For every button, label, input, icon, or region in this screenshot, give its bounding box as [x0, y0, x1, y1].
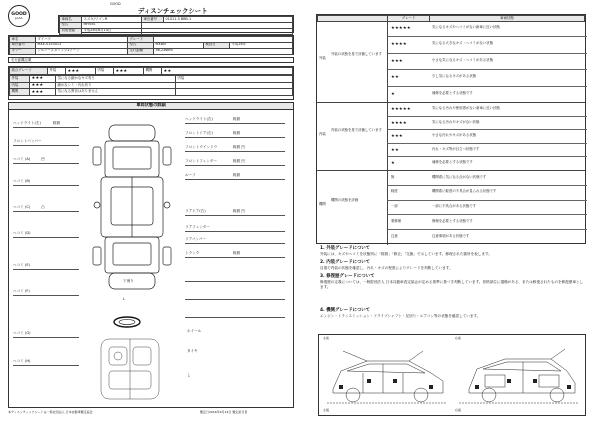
logo-text: GOOD — [11, 11, 27, 17]
section-body: 修復歴の定義については、一般財団法人 日本自動車査定協会が定める基準に基づき判断しています。骨格部位に損傷がある、または修復されたものを修復歴車とします。 — [320, 280, 584, 289]
header-extra-label: 車台番号 — [142, 17, 164, 23]
grade-stars: 軽度 — [391, 189, 398, 194]
part-value: 軽微 凹 — [233, 159, 245, 163]
grade-stars: ★★★★★ — [391, 106, 411, 111]
part-value: 軽微 — [233, 131, 241, 135]
grade-text: 修理を必要とする状態です — [432, 218, 473, 223]
car-rear-view-diagram — [455, 336, 583, 415]
part-value: 軽微 — [53, 121, 61, 125]
part-label: フロントフェンダー — [185, 159, 217, 163]
grade-text: 小さな汚れやキズがある状態 — [432, 133, 477, 138]
notes-row — [8, 57, 294, 63]
grade-row — [387, 201, 587, 216]
grade-text: 汚れ・キズ等が目立つ状態です — [432, 146, 480, 151]
grade-text: 小さな気になるキズ・ヘコミがある状態 — [432, 57, 493, 62]
footer-right-note: 鑑定日2016年6月14日 鑑定担当者 — [200, 410, 248, 414]
grade-row — [387, 230, 587, 245]
grade-stars: 一部 — [391, 204, 398, 209]
grade-stars: ★★★ — [391, 57, 403, 63]
part-value: 軽微 — [233, 251, 241, 255]
part-label: フロントバンパー — [13, 139, 42, 143]
grade-row-label: 機関 — [10, 89, 30, 96]
header-value: 平成28年6月14日 — [82, 28, 142, 34]
grade-text: 補修を必要とする状態です — [432, 90, 473, 95]
grade-row — [387, 186, 587, 201]
grade-stars: ★★ — [391, 74, 399, 80]
grade-row — [387, 157, 587, 171]
grade-stars: ★ — [391, 160, 395, 166]
info-value: MXBN — [154, 42, 204, 48]
info-value: ダイハツ — [36, 37, 128, 43]
info-label: 検査日 — [204, 42, 230, 48]
grade-row-extra: 内装 — [176, 75, 293, 82]
part-label: フロントドア(右) — [185, 131, 213, 135]
grade-stars: ★★★★★ — [391, 25, 411, 30]
grade-row — [387, 117, 587, 131]
grade-text: 少し気になるキズがある状態 — [432, 74, 477, 79]
diagram-label: 左後 — [323, 408, 330, 412]
grade-table — [8, 66, 294, 100]
group-desc: 内装の状態を星で評価しています — [331, 128, 382, 132]
car-interior-diagram — [95, 335, 165, 405]
header-value: スズキ/ワゴンR — [82, 17, 142, 23]
section-title: 4. 機関グレードについて — [320, 308, 371, 313]
table-col-header: 車両状態 — [430, 16, 585, 22]
info-label: 車台番号 — [10, 42, 36, 48]
car-side-view-diagram — [323, 336, 451, 415]
grade-row-label: 外装 — [10, 75, 30, 82]
part-label: リアフェンダー — [185, 225, 210, 229]
grade-row-stars: ★★★ — [30, 89, 56, 96]
info-label: グレード — [128, 37, 154, 43]
l-label: L — [123, 297, 126, 301]
header-label: 型式 — [60, 22, 82, 28]
grade-group-exterior — [317, 21, 585, 103]
wheel-oval-diagram — [112, 315, 142, 329]
diagram-label: 右前 — [455, 336, 462, 340]
section-title: 3. 修復歴グレードについて — [320, 274, 375, 279]
grade-cat: 機関 — [144, 68, 162, 75]
grade-row-extra — [176, 82, 293, 89]
grade-row-text: 細かなシミ・汚れ有り — [56, 82, 176, 89]
part-value: 軽微 — [233, 117, 241, 121]
footer-left-note: 本ディスンチェックシートは一般社団法人 日本自動車鑑定協会 — [8, 410, 93, 414]
shi-label: し — [187, 373, 191, 377]
grade-text: 一部に不具合がある状態です — [432, 204, 477, 209]
grade-stars: ★★ — [162, 68, 293, 75]
part-label: ヘコミ (H) — [13, 359, 31, 363]
tire-label: タイヤ — [187, 349, 198, 353]
part-label: ヘッドライト(右) — [185, 117, 213, 121]
part-label: ヘコミ (E) — [13, 263, 30, 267]
part-value: 軽微 凹 — [233, 209, 245, 213]
section-body: エンジン・トランスミッション・ドライブシャフト・足回り・エアコン等の状態を確認しています。 — [320, 314, 481, 318]
grade-row — [387, 37, 587, 53]
grade-stars: ★ — [391, 90, 395, 96]
left-parts-column — [13, 113, 83, 403]
grade-row — [387, 215, 587, 230]
vehicle-info-table — [8, 35, 294, 55]
grade-row — [387, 103, 587, 117]
grade-row — [387, 171, 587, 186]
grade-text: 気になる大きなキズ・ヘコミがない状態 — [432, 41, 493, 46]
info-label: 走行距離 — [128, 48, 154, 54]
header-label: 初度登録 — [60, 28, 82, 34]
header-kicker: GOOD — [110, 2, 121, 6]
group-desc: 外装の状態を星で評価しています — [331, 52, 382, 56]
part-label: トランク — [185, 251, 200, 255]
grade-stars: ★★★ — [66, 68, 96, 75]
diagram-title: 車両状態の詳細 — [9, 103, 293, 110]
car-top-view-diagram — [87, 117, 177, 317]
part-value: 凹 — [41, 157, 45, 161]
grade-row-extra — [176, 89, 293, 96]
explanation-sections — [320, 246, 584, 330]
grade-stars: ★★★ — [391, 133, 403, 139]
grade-row-stars: ★★★ — [30, 75, 56, 82]
grade-explanation-table — [316, 14, 586, 244]
grade-text: 気になる汚れや使用感がない新車に近い状態 — [432, 106, 500, 110]
header-label: 車両名 — [60, 17, 82, 23]
notes-label: 走行距離記載 — [11, 57, 32, 62]
part-label: リアバンパー — [185, 237, 207, 241]
grade-text: 補修を必要とする状態です — [432, 160, 473, 165]
part-value: 軽微 — [233, 173, 241, 177]
grade-row — [387, 54, 587, 70]
vehicle-detail-section — [8, 102, 294, 408]
part-label: ヘコミ (D) — [13, 231, 31, 235]
underbody-label: 下廻り — [123, 279, 134, 283]
part-label: ヘコミ (G) — [13, 331, 31, 335]
grade-stars: ★★★ — [114, 68, 144, 75]
wheel-label: ホイール — [187, 329, 202, 333]
grade-stars: 注意 — [391, 233, 398, 238]
grade-cat: 外装 — [48, 68, 66, 75]
grade-row — [387, 144, 587, 158]
grade-text: 機関系に軽度の不具合が見られる状態です — [432, 189, 497, 194]
section-title: 1. 外装グレードについて — [320, 246, 371, 251]
part-label: ルーフ — [185, 173, 196, 177]
grade-row-text: 気になる異音はありません — [56, 89, 176, 96]
grade-group-engine — [317, 171, 585, 245]
group-name: 外装 — [319, 56, 326, 60]
grade-row-label: 内装 — [10, 82, 30, 89]
diagram-label: 左前 — [323, 336, 330, 340]
part-label: ヘコミ (F) — [13, 289, 30, 293]
header-table — [58, 15, 294, 33]
part-label: ヘコミ (C) — [13, 205, 31, 209]
grade-row-text: 気になる細かなキズ有り — [56, 75, 176, 82]
part-label: ヘッドライト(左) — [13, 121, 41, 125]
right-parts-column — [185, 113, 291, 403]
info-value: MXE-0150013 — [36, 42, 128, 48]
header-value: MH55S — [82, 22, 142, 28]
grade-stars: 要修理 — [391, 218, 402, 223]
part-value: 凸 — [41, 205, 45, 209]
grade-cat: 内装 — [96, 68, 114, 75]
grade-stars: ★★★★ — [391, 119, 407, 125]
grade-text: 注意事項がある状態です — [432, 233, 470, 238]
info-label: 車名 — [10, 37, 36, 43]
table-col-header: グレード — [388, 16, 430, 22]
grade-stars: 無 — [391, 174, 395, 179]
page-title: ディスンチェックシート — [138, 7, 208, 15]
info-label: カラー — [10, 48, 36, 54]
grade-row — [387, 70, 587, 86]
technical-diagrams-box — [318, 334, 586, 416]
grade-group-interior — [317, 103, 585, 171]
inspection-sheet-right-page — [300, 0, 600, 424]
grade-stars: ★★ — [391, 146, 399, 152]
info-value: シルバーメタリック2トーン — [36, 48, 128, 54]
diagram-label: 右後 — [455, 408, 462, 412]
part-label: ヘコミ (B) — [13, 179, 31, 183]
info-value: 平成26年 — [230, 42, 293, 48]
logo-subtext: JAAA — [15, 15, 23, 20]
section-body: 目視で内装の状態を確認し、汚れ・キズの程度によりグレードを判断しています。 — [320, 266, 453, 270]
part-label: フロントウインドウ — [185, 145, 218, 149]
grade-label: 総合グレード — [10, 68, 48, 75]
info-label: 型式 — [128, 42, 154, 48]
grade-row — [387, 21, 587, 37]
logo — [8, 5, 30, 27]
grade-row — [387, 87, 587, 103]
grade-text: 気になる汚れやキズがない状態 — [432, 119, 480, 124]
info-value: 56,236km — [154, 48, 293, 54]
section-body: 外装には、キズやヘコミを状態別に「軽微」「修正」「交換」で示しています。修理された箇所を表します。 — [320, 252, 492, 256]
group-name: 機関 — [319, 202, 326, 206]
section-title: 2. 内装グレードについて — [320, 260, 371, 265]
group-desc: 機関の状態を評価 — [331, 198, 359, 202]
group-name: 内装 — [319, 132, 326, 136]
grade-text: 気になるキズやヘコミがない新車に近い状態 — [432, 25, 500, 29]
part-value: 軽微 凹 — [233, 145, 245, 149]
grade-text: 機関系に気になる点がない状態です — [432, 174, 487, 179]
grade-stars: ★★★★ — [391, 41, 407, 47]
grade-row — [387, 130, 587, 144]
header-extra-value: 01011-3 BBB-1 — [164, 17, 293, 23]
grade-row-stars: ★★★ — [30, 82, 56, 89]
part-label: リアドア(右) — [185, 209, 206, 213]
part-label: ヘコミ (A) — [13, 157, 31, 161]
